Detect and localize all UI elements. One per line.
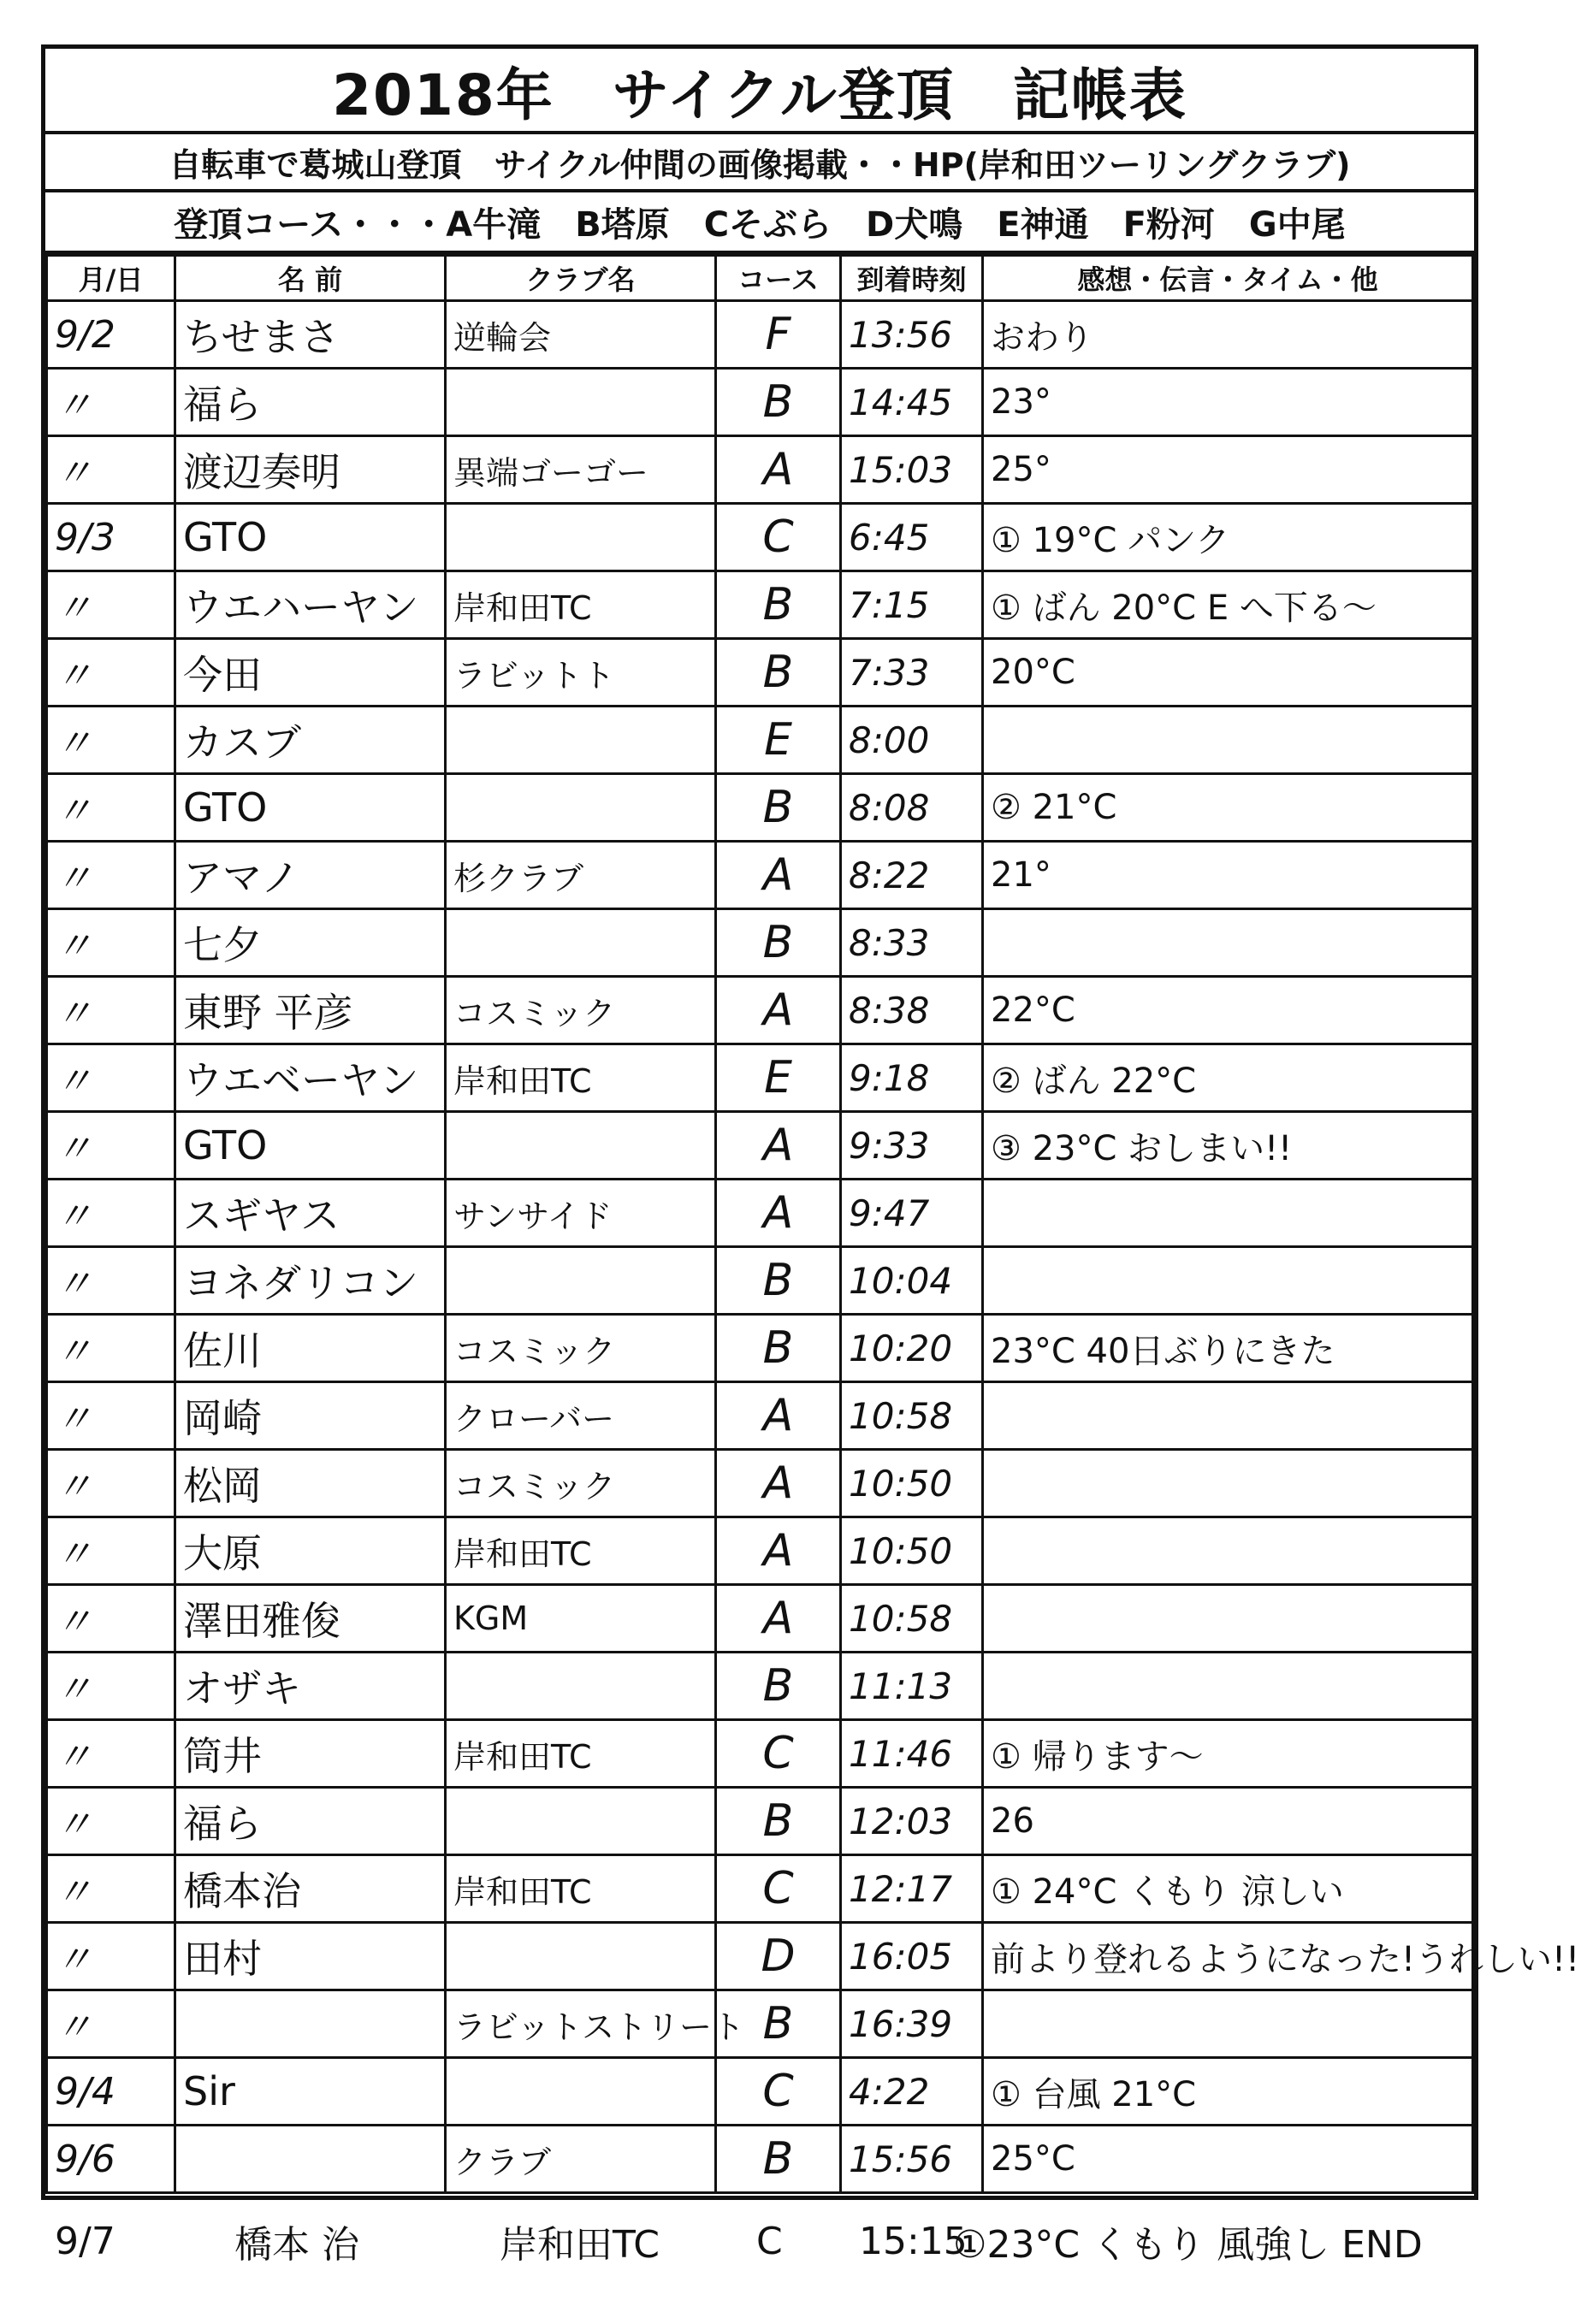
cell-time: 9:33 [841, 1112, 983, 1180]
cell-note: 22°C [983, 977, 1473, 1044]
table-row [47, 1855, 1473, 1923]
cell-date: 〃 [47, 571, 175, 639]
cell-date: 〃 [47, 639, 175, 707]
cell-club [446, 1247, 716, 1315]
cell-note [983, 1247, 1473, 1315]
cell-name [175, 2126, 446, 2193]
cell-time: 4:22 [841, 2058, 983, 2126]
cell-note: 25°C [983, 2126, 1473, 2193]
cell-note: 23°C 40日ぶりにきた [983, 1315, 1473, 1382]
cell-date: 〃 [47, 707, 175, 774]
cell-club [446, 2058, 716, 2126]
cell-name: 田村 [175, 1923, 446, 1990]
cell-course: A [716, 436, 841, 504]
table-row [47, 571, 1473, 639]
cell-date: 〃 [47, 1855, 175, 1923]
cell-course: A [716, 1517, 841, 1585]
cell-note: 20°C [983, 639, 1473, 707]
cell-course: B [716, 369, 841, 436]
cell-course: B [716, 639, 841, 707]
cell-course: A [716, 1180, 841, 1247]
cell-course: F [716, 301, 841, 369]
extra-course: C [756, 2219, 783, 2263]
cell-name: 岡崎 [175, 1382, 446, 1450]
table-row [47, 1923, 1473, 1990]
cell-time: 16:39 [841, 1990, 983, 2058]
table-row [47, 1653, 1473, 1720]
cell-club: 岸和田TC [446, 1855, 716, 1923]
cell-time: 8:22 [841, 842, 983, 909]
cell-note [983, 1517, 1473, 1585]
cell-note: ① 19°C パンク [983, 504, 1473, 571]
col-course: コース [716, 256, 841, 301]
cell-club [446, 1923, 716, 1990]
cell-course: A [716, 1112, 841, 1180]
cell-club: ラビットストリート [446, 1990, 716, 2058]
cell-club: 岸和田TC [446, 571, 716, 639]
table-row [47, 504, 1473, 571]
cell-name: GTO [175, 504, 446, 571]
cell-time: 7:33 [841, 639, 983, 707]
cell-course: B [716, 1315, 841, 1382]
table-row [47, 639, 1473, 707]
cell-club: サンサイド [446, 1180, 716, 1247]
cell-date: 〃 [47, 1653, 175, 1720]
cell-club: 逆輪会 [446, 301, 716, 369]
table-row [47, 436, 1473, 504]
cell-time: 12:17 [841, 1855, 983, 1923]
table-row [47, 1112, 1473, 1180]
cell-club [446, 774, 716, 842]
cell-date: 9/3 [47, 504, 175, 571]
cell-name: 松岡 [175, 1450, 446, 1517]
cell-club: クローバー [446, 1382, 716, 1450]
cell-date: 9/2 [47, 301, 175, 369]
cell-name: カスブ [175, 707, 446, 774]
cell-course: C [716, 1855, 841, 1923]
cell-note: ② ばん 22°C [983, 1044, 1473, 1112]
cell-time: 9:18 [841, 1044, 983, 1112]
table-row [47, 2058, 1473, 2126]
cell-course: E [716, 1044, 841, 1112]
log-table [45, 254, 1580, 2194]
cell-club: 岸和田TC [446, 1044, 716, 1112]
sheet-subtitle: 自転車で葛城山登頂 サイクル仲間の画像掲載・・HP(岸和田ツーリングクラブ) [45, 134, 1474, 192]
cell-note: ① 台風 21°C [983, 2058, 1473, 2126]
table-row [47, 774, 1473, 842]
cell-note: 23° [983, 369, 1473, 436]
cell-date: 〃 [47, 774, 175, 842]
cell-date: 〃 [47, 1517, 175, 1585]
cell-name: ヨネダリコン [175, 1247, 446, 1315]
col-time: 到着時刻 [841, 256, 983, 301]
cell-date: 〃 [47, 1382, 175, 1450]
cell-course: C [716, 1720, 841, 1788]
cell-course: B [716, 1653, 841, 1720]
cell-date: 9/4 [47, 2058, 175, 2126]
table-row [47, 1450, 1473, 1517]
cell-course: B [716, 1788, 841, 1855]
cell-club [446, 369, 716, 436]
cell-note [983, 909, 1473, 977]
cell-club [446, 504, 716, 571]
cell-course: C [716, 504, 841, 571]
cell-note [983, 1653, 1473, 1720]
cell-name: 澤田雅俊 [175, 1585, 446, 1653]
table-row [47, 1382, 1473, 1450]
table-row [47, 1788, 1473, 1855]
col-date: 月/日 [47, 256, 175, 301]
cell-date: 〃 [47, 369, 175, 436]
cell-time: 11:46 [841, 1720, 983, 1788]
cell-time: 7:15 [841, 571, 983, 639]
cell-note [983, 1990, 1473, 2058]
cell-time: 10:58 [841, 1585, 983, 1653]
table-row [47, 977, 1473, 1044]
cell-date: 〃 [47, 1315, 175, 1382]
cell-course: A [716, 1450, 841, 1517]
cell-club: ラビットト [446, 639, 716, 707]
header-row [47, 256, 1473, 301]
table-row [47, 909, 1473, 977]
cell-course: B [716, 571, 841, 639]
table-row [47, 1180, 1473, 1247]
table-row [47, 1044, 1473, 1112]
col-note: 感想・伝言・タイム・他 [983, 256, 1473, 301]
extra-time: 15:15 [859, 2219, 968, 2263]
cell-club: コスミック [446, 977, 716, 1044]
cell-club [446, 1112, 716, 1180]
cell-name: オザキ [175, 1653, 446, 1720]
cell-name: アマノ [175, 842, 446, 909]
record-sheet [41, 44, 1580, 2200]
cell-club: 異端ゴーゴー [446, 436, 716, 504]
cell-note: ① 24°C くもり 涼しい [983, 1855, 1473, 1923]
cell-note: 26 [983, 1788, 1473, 1855]
cell-club: クラブ [446, 2126, 716, 2193]
cell-name: 福ら [175, 1788, 446, 1855]
cell-name: 大原 [175, 1517, 446, 1585]
cell-course: E [716, 707, 841, 774]
cell-date: 〃 [47, 977, 175, 1044]
cell-name [175, 1990, 446, 2058]
cell-name: 渡辺奏明 [175, 436, 446, 504]
cell-name: 七夕 [175, 909, 446, 977]
cell-date: 〃 [47, 1247, 175, 1315]
table-row [47, 707, 1473, 774]
cell-note: 21° [983, 842, 1473, 909]
cell-name: ウエベーヤン [175, 1044, 446, 1112]
cell-course: B [716, 2126, 841, 2193]
cell-name: ウエハーヤン [175, 571, 446, 639]
cell-note: ① ばん 20°C E へ下る〜 [983, 571, 1473, 639]
cell-time: 10:20 [841, 1315, 983, 1382]
sheet-title: 2018年 サイクル登頂 記帳表 [45, 49, 1474, 134]
cell-course: D [716, 1923, 841, 1990]
cell-course: A [716, 1585, 841, 1653]
cell-note [983, 1180, 1473, 1247]
cell-date: 〃 [47, 1585, 175, 1653]
cell-note [983, 1585, 1473, 1653]
cell-time: 6:45 [841, 504, 983, 571]
extra-note: ①23°C くもり 風強し END [953, 2223, 1423, 2267]
extra-name: 橋本 治 [234, 2223, 359, 2267]
cell-time: 15:03 [841, 436, 983, 504]
cell-time: 8:33 [841, 909, 983, 977]
cell-club: KGM [446, 1585, 716, 1653]
cell-time: 8:38 [841, 977, 983, 1044]
cell-time: 9:47 [841, 1180, 983, 1247]
extra-entry [55, 2207, 1526, 2275]
cell-date: 〃 [47, 909, 175, 977]
cell-note: ① 帰ります〜 [983, 1720, 1473, 1788]
cell-date: 〃 [47, 1720, 175, 1788]
cell-time: 10:50 [841, 1517, 983, 1585]
table-row [47, 1990, 1473, 2058]
cell-time: 8:08 [841, 774, 983, 842]
cell-name: 福ら [175, 369, 446, 436]
cell-date: 〃 [47, 436, 175, 504]
cell-club: コスミック [446, 1450, 716, 1517]
cell-date: 〃 [47, 1112, 175, 1180]
cell-date: 9/6 [47, 2126, 175, 2193]
cell-name: Sir [175, 2058, 446, 2126]
table-row [47, 1315, 1473, 1382]
table-row [47, 1247, 1473, 1315]
cell-name: 東野 平彦 [175, 977, 446, 1044]
cell-date: 〃 [47, 1923, 175, 1990]
cell-course: A [716, 1382, 841, 1450]
cell-club [446, 1788, 716, 1855]
table-row [47, 301, 1473, 369]
cell-name: スギヤス [175, 1180, 446, 1247]
cell-time: 14:45 [841, 369, 983, 436]
cell-date: 〃 [47, 1450, 175, 1517]
cell-note: ② 21°C [983, 774, 1473, 842]
cell-note: ③ 23°C おしまい!! [983, 1112, 1473, 1180]
cell-course: A [716, 977, 841, 1044]
course-legend: 登頂コース・・・A牛滝 B塔原 Cそぶら D犬鳴 E神通 F粉河 G中尾 [45, 192, 1474, 254]
cell-note: 25° [983, 436, 1473, 504]
cell-date: 〃 [47, 1990, 175, 2058]
cell-club: コスミック [446, 1315, 716, 1382]
table-row [47, 1720, 1473, 1788]
cell-club [446, 707, 716, 774]
cell-date: 〃 [47, 1180, 175, 1247]
table-row [47, 2126, 1473, 2193]
cell-course: B [716, 909, 841, 977]
cell-club [446, 909, 716, 977]
cell-date: 〃 [47, 842, 175, 909]
cell-note [983, 707, 1473, 774]
cell-date: 〃 [47, 1044, 175, 1112]
extra-club: 岸和田TC [500, 2223, 660, 2267]
cell-club [446, 1653, 716, 1720]
cell-course: B [716, 1990, 841, 2058]
cell-course: B [716, 1247, 841, 1315]
cell-note [983, 1450, 1473, 1517]
cell-name: 筒井 [175, 1720, 446, 1788]
extra-date: 9/7 [55, 2219, 115, 2263]
cell-club: 岸和田TC [446, 1517, 716, 1585]
cell-time: 10:04 [841, 1247, 983, 1315]
cell-name: 佐川 [175, 1315, 446, 1382]
col-club: クラブ名 [446, 256, 716, 301]
cell-time: 11:13 [841, 1653, 983, 1720]
cell-name: GTO [175, 1112, 446, 1180]
cell-date: 〃 [47, 1788, 175, 1855]
cell-name: GTO [175, 774, 446, 842]
col-name: 名 前 [175, 256, 446, 301]
cell-club: 岸和田TC [446, 1720, 716, 1788]
cell-time: 10:50 [841, 1450, 983, 1517]
cell-course: B [716, 774, 841, 842]
table-row [47, 1585, 1473, 1653]
cell-course: C [716, 2058, 841, 2126]
cell-course: A [716, 842, 841, 909]
table-row [47, 842, 1473, 909]
cell-note: 前より登れるようになった!うれしい!! [983, 1923, 1473, 1990]
cell-note [983, 1382, 1473, 1450]
cell-time: 8:00 [841, 707, 983, 774]
cell-name: ちせまさ [175, 301, 446, 369]
table-row [47, 369, 1473, 436]
cell-time: 13:56 [841, 301, 983, 369]
cell-time: 10:58 [841, 1382, 983, 1450]
cell-club: 杉クラブ [446, 842, 716, 909]
cell-note: おわり [983, 301, 1473, 369]
cell-name: 橋本治 [175, 1855, 446, 1923]
cell-time: 12:03 [841, 1788, 983, 1855]
cell-name: 今田 [175, 639, 446, 707]
cell-time: 16:05 [841, 1923, 983, 1990]
table-row [47, 1517, 1473, 1585]
cell-time: 15:56 [841, 2126, 983, 2193]
